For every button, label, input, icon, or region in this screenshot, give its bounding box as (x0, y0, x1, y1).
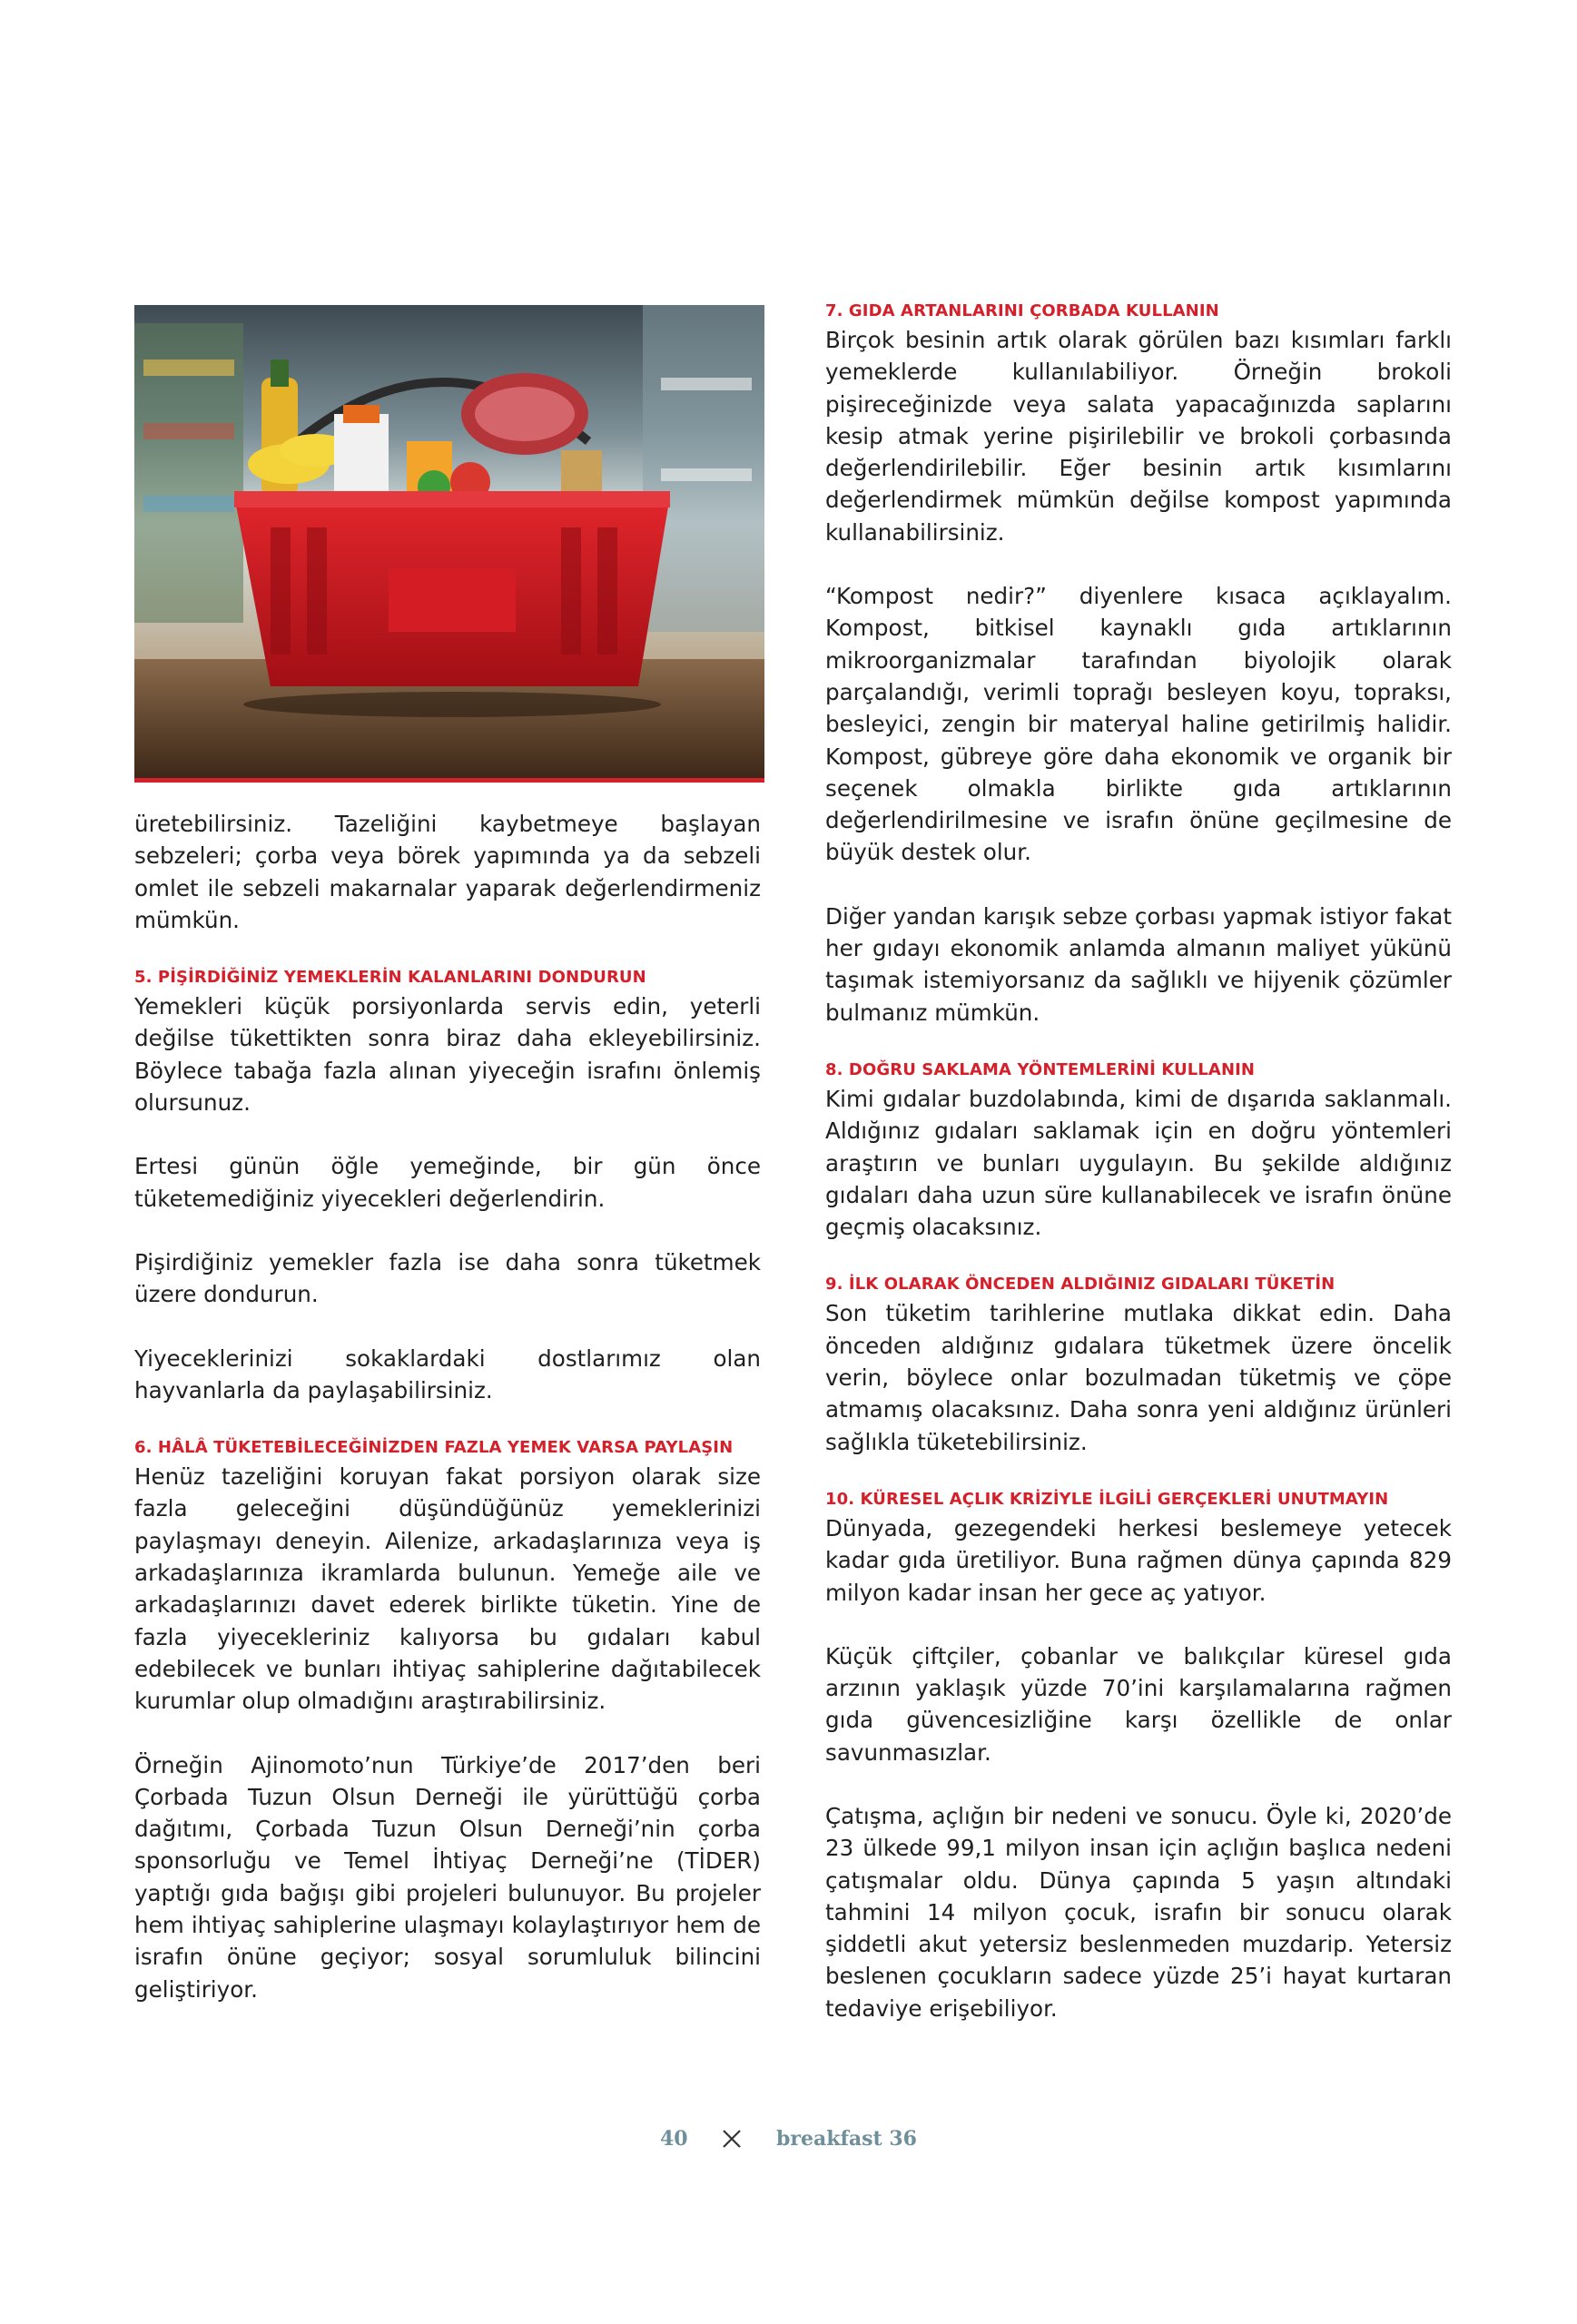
paragraph: Ertesi günün öğle yemeğinde, bir gün önce tüketemediğiniz yiyecekleri değerlendirin. (134, 1153, 761, 1212)
section-heading: 9. İLK OLARAK ÖNCEDEN ALDIĞINIZ GIDALARI TÜKETİN (825, 1275, 1336, 1295)
paragraph: Yemekleri küçük porsiyonlarda servis edin, yeterli değilse tükettikten sonra biraz daha ekleyebilirsiniz. Böylece tabağa fazla alınan yiyeceğin israfını önlemiş olursunuz. (134, 993, 761, 1117)
paragraph: Henüz tazeliğini koruyan fakat porsiyon olarak size fazla geleceğini düşündüğünüz yemeklerinizi paylaşmayı deneyin. Ailenize, arkadaşlarınıza veya iş arkadaşlarınıza ikramlarda bulunun. Yemeğe aile ve arkadaşlarınızı davet ederek birlikte tüketin. Yine de fazla yiyecekleriniz kalıyorsa bu gıdaları kabul edebilecek ve bunları ihtiyaç sahiplerine dağıtabilecek kurumlar olup olmadığını araştırabilirsiniz. (134, 1463, 761, 1715)
paragraph: Küçük çiftçiler, çobanlar ve balıkçılar küresel gıda arzının yaklaşık yüzde 70’ini karşılamalarına rağmen gıda güvencesizliğine karşı özellikle de onlar savunmasızlar. (825, 1642, 1452, 1766)
section-7 (825, 301, 1452, 1029)
paragraph: Yiyeceklerinizi sokaklardaki dostlarımız olan hayvanlarla da paylaşabilirsiniz. (134, 1344, 761, 1403)
cross-icon (722, 2129, 742, 2149)
paragraph: Çatışma, açlığın bir nedeni ve sonucu. Öyle ki, 2020’de 23 ülkede 99,1 milyon insan için açlığın başlıca nedeni çatışmalar oldu. Dünya çapında 5 yaşın altındaki tahmini 14 milyon çocuk, israfın bir sonucu olarak şiddetli akut yetersiz beslenmeden muzdarip. Yetersiz beslenen çocukların sadece yüzde 25’i hayat kurtaran tedaviye erişebiliyor. (825, 1802, 1452, 2022)
intro-paragraph: üretebilirsiniz. Tazeliğini kaybetmeye başlayan sebzeleri; çorba veya börek yapımında ya da sebzeli omlet ile sebzeli makarnalar yaparak değerlendirmeniz mümkün. (134, 811, 761, 933)
section-5 (134, 968, 761, 1406)
section-heading: 10. KÜRESEL AÇLIK KRİZİYLE İLGİLİ GERÇEKLERİ UNUTMAYIN (825, 1489, 1389, 1509)
section-heading: 5. PİŞİRDİĞİNİZ YEMEKLERİN KALANLARINI DONDURUN (134, 968, 646, 988)
paragraph: “Kompost nedir?” diyenlere kısaca açıklayalım. Kompost, bitkisel kaynaklı gıda artıklarının mikroorganizmalar tarafından biyolojik olarak parçalandığı, verimli toprağı besleyen koyu, topraksı, besleyici, zengin bir materyal haline getirilmiş halidir. Kompost, gübreye göre daha ekonomik ve organik bir seçenek olmakla birlikte gıda artıklarının değerlendirilmesine ve israfın önüne geçilmesine de büyük destek olur. (825, 583, 1452, 866)
page-footer (0, 2126, 1577, 2151)
section-6 (134, 1438, 761, 2005)
section-heading: 8. DOĞRU SAKLAMA YÖNTEMLERİNİ KULLANIN (825, 1059, 1256, 1079)
section-8 (825, 1060, 1452, 1243)
paragraph: Diğer yandan karışık sebze çorbası yapmak istiyor fakat her gıdayı ekonomik anlamda almanın maliyet yükünü taşımak istemiyorsanız da sağlıklı ve hijyenik çözümler bulmanız mümkün. (825, 902, 1452, 1026)
section-heading: 7. GIDA ARTANLARINI ÇORBADA KULLANIN (825, 301, 1219, 320)
paragraph: Son tüketim tarihlerine mutlaka dikkat edin. Daha önceden aldığınız gıdalara tüketmek üzere öncelik verin, böylece onlar bozulmadan tüketmiş ve çöpe atmamış olacaksınız. Daha sonra yeni aldığınız ürünleri sağlıkla tüketebilirsiniz. (825, 1300, 1452, 1455)
paragraph: Birçok besinin artık olarak görülen bazı kısımları farklı yemeklerde kullanılabiliyor. Örneğin brokoli pişireceğinizde veya salata yapacağınızda saplarını kesip atmak yerine pişirilebilir ve brokoli çorbasında değerlendirilebilir. Eğer besinin artık kısımlarını değerlendirmek mümkün değilse kompost yapımında kullanabilirsiniz. (825, 327, 1452, 546)
paragraph: Dünyada, gezegendeki herkesi beslemeye yetecek kadar gıda üretiliyor. Buna rağmen dünya çapında 829 milyon kadar insan her gece aç yatıyor. (825, 1514, 1452, 1606)
photo-accent-line (134, 778, 764, 783)
paragraph: Örneğin Ajinomoto’nun Türkiye’de 2017’den beri Çorbada Tuzun Olsun Derneği ile yürüttüğü çorba dağıtımı, Çorbada Tuzun Olsun Derneği’nin çorba sponsorluğu ve Temel İhtiyaç Derneği’ne (TİDER) yaptığı gıda bağışı gibi projeleri bulunuyor. Bu projeler hem ihtiyaç sahiplerine ulaşmayı kolaylaştırıyor hem de israfın önüne geçiyor; sosyal sorumluluk bilincini geliştiriyor. (134, 1751, 761, 2003)
section-heading: 6. HÂLÂ TÜKETEBİLECEĞİNİZDEN FAZLA YEMEK VARSA PAYLAŞIN (134, 1438, 734, 1458)
page-number: 40 (660, 2127, 688, 2151)
section-10 (825, 1490, 1452, 2024)
right-column (825, 301, 1452, 2056)
shopping-basket-photo (134, 305, 764, 783)
section-9 (825, 1275, 1452, 1457)
paragraph: Kimi gıdalar buzdolabında, kimi de dışarıda saklanmalı. Aldığınız gıdaları saklamak için en doğru yöntemleri araştırın ve bunları uygulayın. Bu şekilde aldığınız gıdaları daha uzun süre kullanabilecek ve israfın önüne geçmiş olacaksınız. (825, 1085, 1452, 1241)
left-column (134, 808, 761, 2037)
magazine-name: breakfast 36 (775, 2127, 917, 2151)
paragraph: Pişirdiğiniz yemekler fazla ise daha sonra tüketmek üzere dondurun. (134, 1248, 761, 1308)
shopping-basket-illustration (134, 305, 764, 783)
